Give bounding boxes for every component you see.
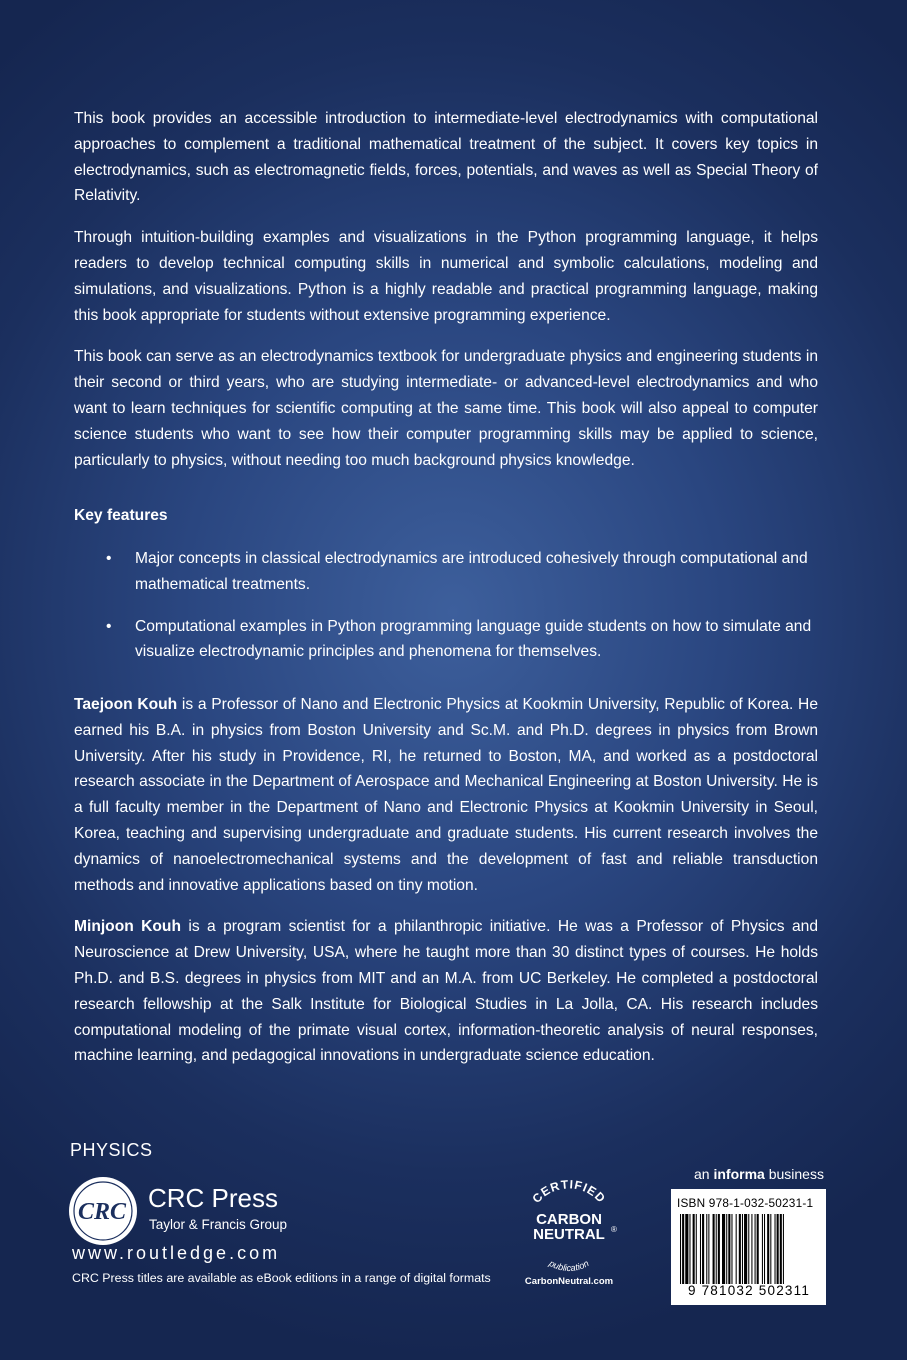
barcode-bar <box>706 1214 707 1284</box>
barcode-bar <box>708 1214 709 1284</box>
ebook-note: CRC Press titles are available as eBook editions in a range of digital formats <box>72 1271 491 1285</box>
barcode-bar <box>775 1214 776 1284</box>
barcode-bar <box>739 1214 741 1284</box>
barcode-bar <box>726 1214 727 1284</box>
barcode-bar <box>744 1214 747 1284</box>
key-feature-text: Major concepts in classical electrodynamics are introduced cohesively through computational and mathematical treatments. <box>135 550 808 593</box>
barcode-bar <box>718 1214 720 1284</box>
barcode-icon <box>677 1214 820 1284</box>
website-link[interactable]: www.routledge.com <box>72 1243 281 1263</box>
carbon-registered-mark: ® <box>611 1225 617 1234</box>
key-feature-item <box>106 614 818 666</box>
author-bio-text: is a Professor of Nano and Electronic Physics at Kookmin University, Republic of Korea. He earned his B.A. in physics from Boston University and Sc.M. and Ph.D. degrees in physics from Brown University. After his study in Providence, RI, he returned to Boston, MA, and worked as a postdoctoral research associate in the Department of Aerospace and Mechanical Engineering at Boston University. He is a full faculty member in the Department of Nano and Electronic Physics at Kookmin University in Seoul, Korea, teaching and supervising undergraduate and graduate students. His current research involves the dynamics of nanoelectromechanical systems and the development of fast and reliable transduction methods and innovative applications based on tiny motion. <box>74 696 818 894</box>
bullet-icon: • <box>106 617 112 635</box>
barcode-bar <box>757 1214 759 1284</box>
barcode-bar <box>696 1214 697 1284</box>
key-feature-text: Computational examples in Python programming language guide students on how to simulate and visualize electrodynamic principles and phenomena for themselves. <box>135 617 812 661</box>
isbn-label: ISBN 978-1-032-50231-1 <box>677 1196 814 1210</box>
author-bios <box>74 692 818 1085</box>
barcode-bar <box>731 1214 732 1284</box>
carbon-line1: CARBON <box>536 1211 602 1228</box>
crc-logo-text: CRC <box>77 1199 127 1225</box>
barcode-bar <box>713 1214 715 1284</box>
barcode-bar <box>700 1214 701 1284</box>
description-paragraph-1: This book provides an accessible introduction to intermediate-level electrodynamics with computational approaches to complement a traditional mathematical treatment of the subject. It covers key topics in electrodynamics, such as electromagnetic fields, forces, potentials, and waves as well as Special Theory of Relativity. <box>74 110 818 205</box>
barcode-bar <box>783 1214 784 1284</box>
carbon-publication-text: publication <box>547 1258 591 1274</box>
barcode-bar <box>716 1214 717 1284</box>
barcode-bar <box>764 1214 765 1284</box>
barcode-bar <box>693 1214 695 1284</box>
key-feature-item <box>106 546 818 598</box>
carbon-line2: NEUTRAL <box>533 1226 605 1243</box>
barcode-bar <box>755 1214 756 1284</box>
barcode-bar <box>742 1214 743 1284</box>
barcode-bar <box>762 1214 763 1284</box>
barcode-bar <box>777 1214 779 1284</box>
barcode-bar <box>689 1214 690 1284</box>
isbn-barcode-box <box>671 1189 826 1305</box>
barcode-digits: 9 781032 502311 <box>687 1283 811 1298</box>
svg-text:CERTIFIED <box>529 1177 608 1206</box>
key-features-heading: Key features <box>74 507 168 524</box>
subject-label: PHYSICS <box>70 1140 153 1160</box>
carbon-site: CarbonNeutral.com <box>524 1276 614 1287</box>
barcode-bar <box>767 1214 769 1284</box>
author-bio-text: is a program scientist for a philanthropic initiative. He was a Professor of Physics and Neuroscience at Drew University, USA, where he taught more than 30 distinct types of courses. He holds Ph.D. and B.S. degrees in physics from MIT and an M.A. from UC Berkeley. He completed a postdoctoral research fellowship at the Salk Institute for Biological Studies in La Jolla, CA. His research includes computational modeling of the primate visual cortex, information-theoretic analysis of neural responses, machine learning, and pedagogical innovations in undergraduate science education. <box>74 918 819 1065</box>
informa-brand: informa <box>713 1166 765 1182</box>
barcode-bar <box>770 1214 771 1284</box>
barcode-bar <box>702 1214 704 1284</box>
informa-suffix: business <box>764 1166 824 1182</box>
description-paragraph-3: This book can serve as an electrodynamics textbook for undergraduate physics and engineering students in their second or third years, who are studying intermediate- or advanced-level electrodynamics and who want to learn techniques for scientific computing at the same time. This book will also appeal to computer science students who want to see how their computer programming skills may be applied to science, particularly to physics, without needing too much background physics knowledge. <box>74 348 818 469</box>
bullet-icon: • <box>106 550 112 567</box>
barcode-bar <box>748 1214 749 1284</box>
barcode-bar <box>780 1214 782 1284</box>
publisher-name: CRC Press <box>148 1183 279 1213</box>
barcode-bar <box>680 1214 681 1284</box>
barcode-bar <box>685 1214 688 1284</box>
key-features-list <box>106 546 818 681</box>
description <box>74 106 818 489</box>
barcode-bar <box>728 1214 730 1284</box>
carbon-neutral-badge-icon <box>513 1176 625 1288</box>
carbon-certified-text: CERTIFIED <box>529 1177 609 1206</box>
informa-tagline <box>694 1166 824 1182</box>
author-bio-1 <box>74 692 818 898</box>
author-name: Minjoon Kouh <box>74 918 181 936</box>
informa-prefix: an <box>694 1166 714 1182</box>
publisher-group: Taylor & Francis Group <box>149 1217 288 1232</box>
author-name: Taejoon Kouh <box>74 696 178 713</box>
barcode-bar <box>736 1214 737 1284</box>
description-paragraph-2: Through intuition-building examples and visualizations in the Python programming language, it helps readers to develop technical computing skills in numerical and symbolic calculations, modeling and simulations, and visualizations. Python is a highly readable and practical programming language, making this book appropriate for students without extensive programming experience. <box>74 229 818 324</box>
crc-logo-icon <box>68 1176 138 1246</box>
barcode-bar <box>682 1214 684 1284</box>
svg-text:publication <box>547 1258 591 1273</box>
author-bio-2 <box>74 914 818 1069</box>
barcode-bar <box>722 1214 725 1284</box>
barcode-bar <box>751 1214 752 1284</box>
